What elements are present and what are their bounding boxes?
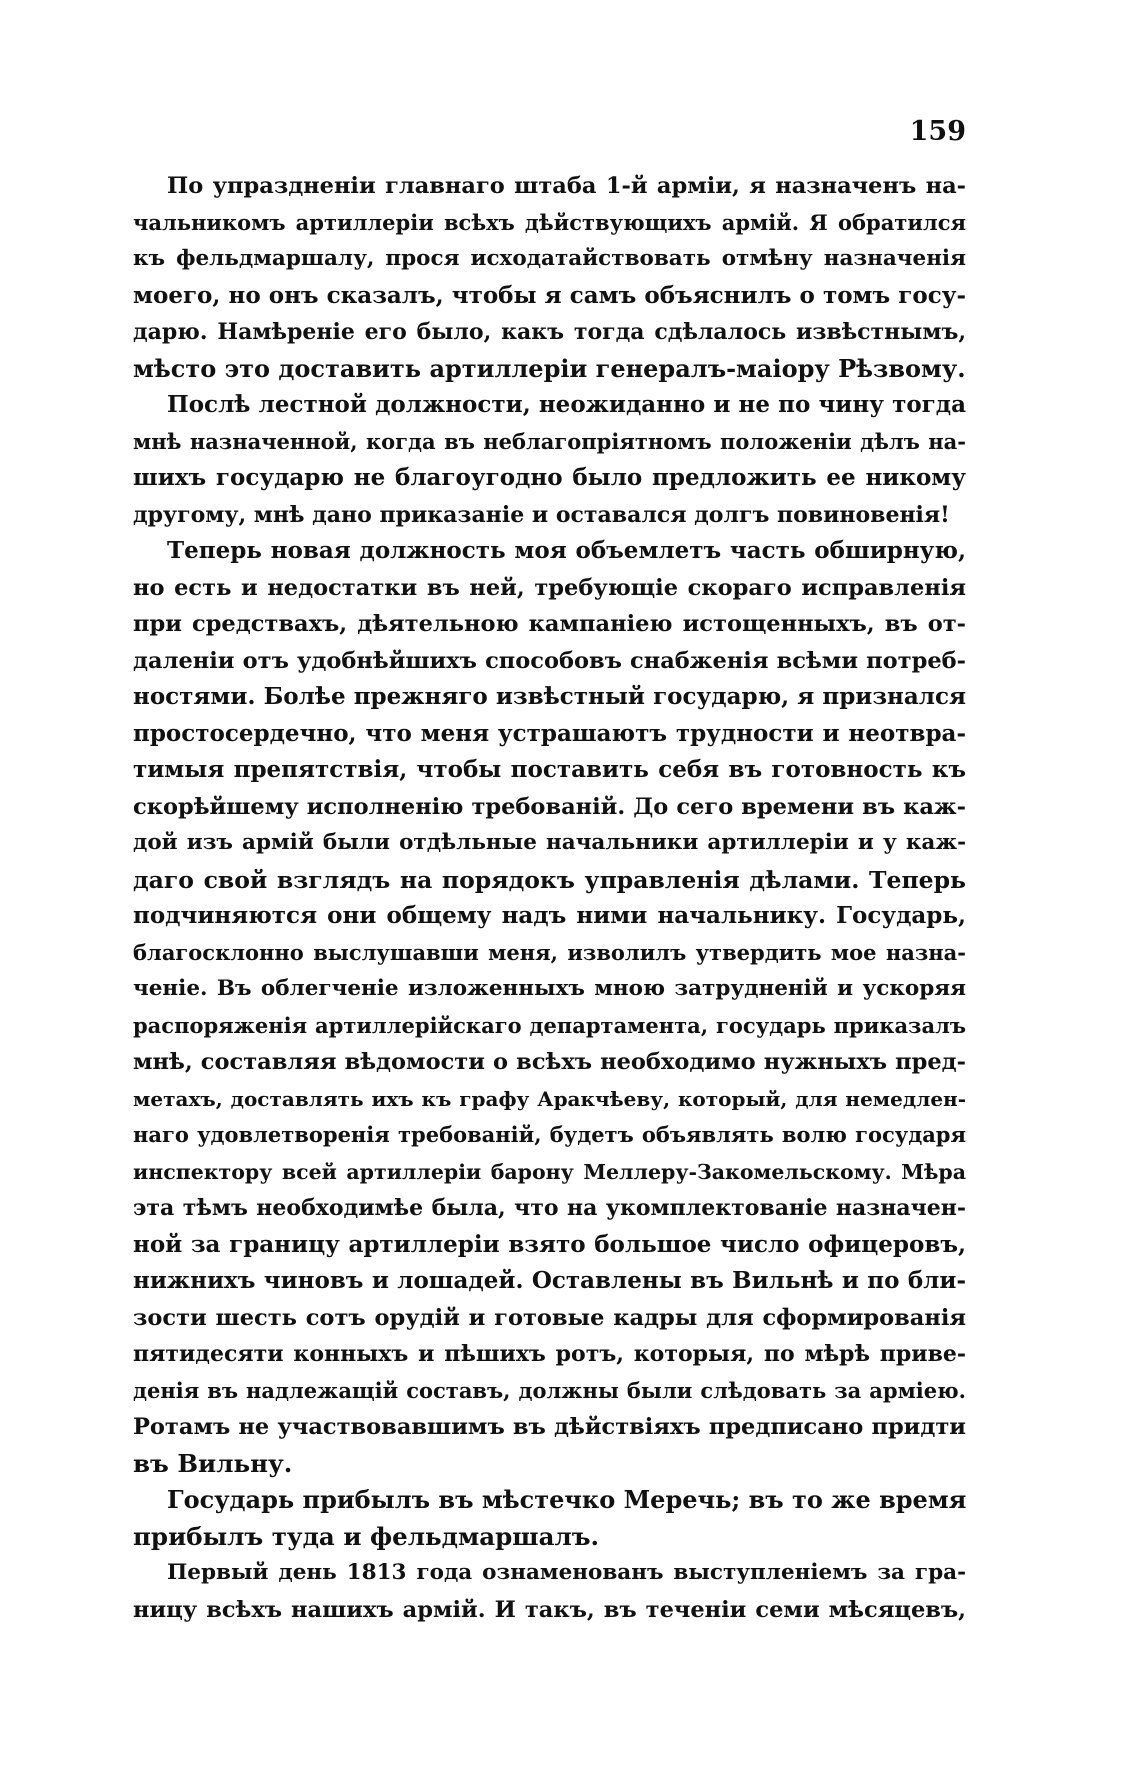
text-line: Ротамъ не участвовавшимъ въ дѣйствіяхъ предписано придти	[133, 1414, 966, 1440]
text-line: при средствахъ, дѣятельною кампаніею истощенныхъ, въ от-	[133, 611, 966, 637]
text-line: метахъ, доставлять ихъ къ графу Аракчѣеву, который, для немедлен-	[133, 1086, 966, 1111]
text-line: въ Вильну.	[133, 1448, 293, 1478]
text-line: шихъ государю не благоугодно было предложить ее никому	[133, 464, 966, 491]
text-line: пятидесяти конныхъ и пѣшихъ ротъ, которыя, по мѣрѣ приве-	[133, 1341, 966, 1367]
text-line: эта тѣмъ необходимѣе была, что на укомплектованіе назначен-	[133, 1195, 966, 1221]
text-line: Послѣ лестной должности, неожиданно и не по чину тогда	[167, 391, 966, 418]
text-line: ной за границу артиллеріи взято большое число офицеровъ,	[133, 1230, 966, 1258]
text-line: другому, мнѣ дано приказаніе и оставался долгъ повиновенія!	[133, 501, 950, 528]
text-line: прибылъ туда и фельдмаршалъ.	[133, 1521, 600, 1551]
text-line: ностями. Болѣе прежняго извѣстный государю, я признался	[133, 683, 966, 710]
text-line: Первый день 1813 года ознаменованъ выступленіемъ за гра-	[167, 1560, 966, 1585]
text-line: По упраздненіи главнаго штаба 1-й арміи, я назначенъ на-	[167, 173, 966, 199]
text-line: чальникомъ артиллеріи всѣхъ дѣйствующихъ армій. Я обратился	[133, 209, 966, 235]
text-line: подчиняются они общему надъ ними начальнику. Государь,	[133, 902, 966, 929]
text-line: мнѣ, составляя вѣдомости о всѣхъ необходимо нужныхъ пред-	[133, 1049, 966, 1075]
text-line: мѣсто это доставить артиллеріи генералъ-маіору Рѣзвому.	[133, 353, 966, 383]
text-line: мнѣ назначенной, когда въ неблагопріятномъ положеніи дѣлъ на-	[133, 428, 966, 454]
text-line: дарю. Намѣреніе его было, какъ тогда сдѣлалось извѣстнымъ,	[133, 319, 966, 345]
text-line: дой изъ армій были отдѣльные начальники артиллеріи и у каж-	[133, 830, 966, 855]
page-number: 159	[909, 116, 966, 147]
text-line: даленіи отъ удобнѣйшихъ способовъ снабженія всѣми потреб-	[133, 647, 966, 674]
text-line: инспектору всей артиллеріи барону Меллеру-Закомельскому. Мѣра	[133, 1159, 966, 1184]
text-line: скорѣйшему исполненію требованій. До сего времени въ каж-	[133, 793, 966, 820]
text-line: наго удовлетворенія требованій, будетъ объявлять волю государя	[133, 1122, 966, 1147]
text-line: благосклонно выслушавши меня, изволилъ утвердить мое назна-	[133, 939, 966, 965]
body-text	[133, 168, 966, 1628]
text-line: денія въ надлежащій составъ, должны были слѣдовать за арміею.	[133, 1377, 966, 1403]
text-line: зости шесть сотъ орудій и готовые кадры для сформированія	[133, 1304, 966, 1331]
text-line: простосердечно, что меня устрашаютъ трудности и неотвра-	[133, 719, 966, 747]
text-line: распоряженія артиллерійскаго департамента, государь приказалъ	[133, 1012, 966, 1038]
text-line: моего, но онъ сказалъ, чтобы я самъ объяснилъ о томъ госу-	[133, 281, 966, 309]
text-line: ницу всѣхъ нашихъ армій. И такъ, въ теченіи семи мѣсяцевъ,	[133, 1596, 966, 1623]
text-line: даго свой взглядъ на порядокъ управленія дѣлами. Теперь	[133, 865, 966, 894]
text-line: ченіе. Въ облегченіе изложенныхъ мною затрудненій и ускоряя	[133, 976, 966, 1001]
text-line: нижнихъ чиновъ и лошадей. Оставлены въ Вильнѣ и по бли-	[133, 1267, 966, 1294]
text-line: тимыя препятствія, чтобы поставить себя въ готовность къ	[133, 756, 966, 783]
text-line: Государь прибылъ въ мѣстечко Меречь; въ то же время	[167, 1485, 967, 1514]
text-line: но есть и недостатки въ ней, требующіе скораго исправленія	[133, 574, 966, 601]
text-line: къ фельдмаршалу, прося исходатайствовать отмѣну назначенія	[133, 246, 966, 271]
text-line: Теперь новая должность моя объемлетъ часть обширную,	[167, 537, 966, 564]
